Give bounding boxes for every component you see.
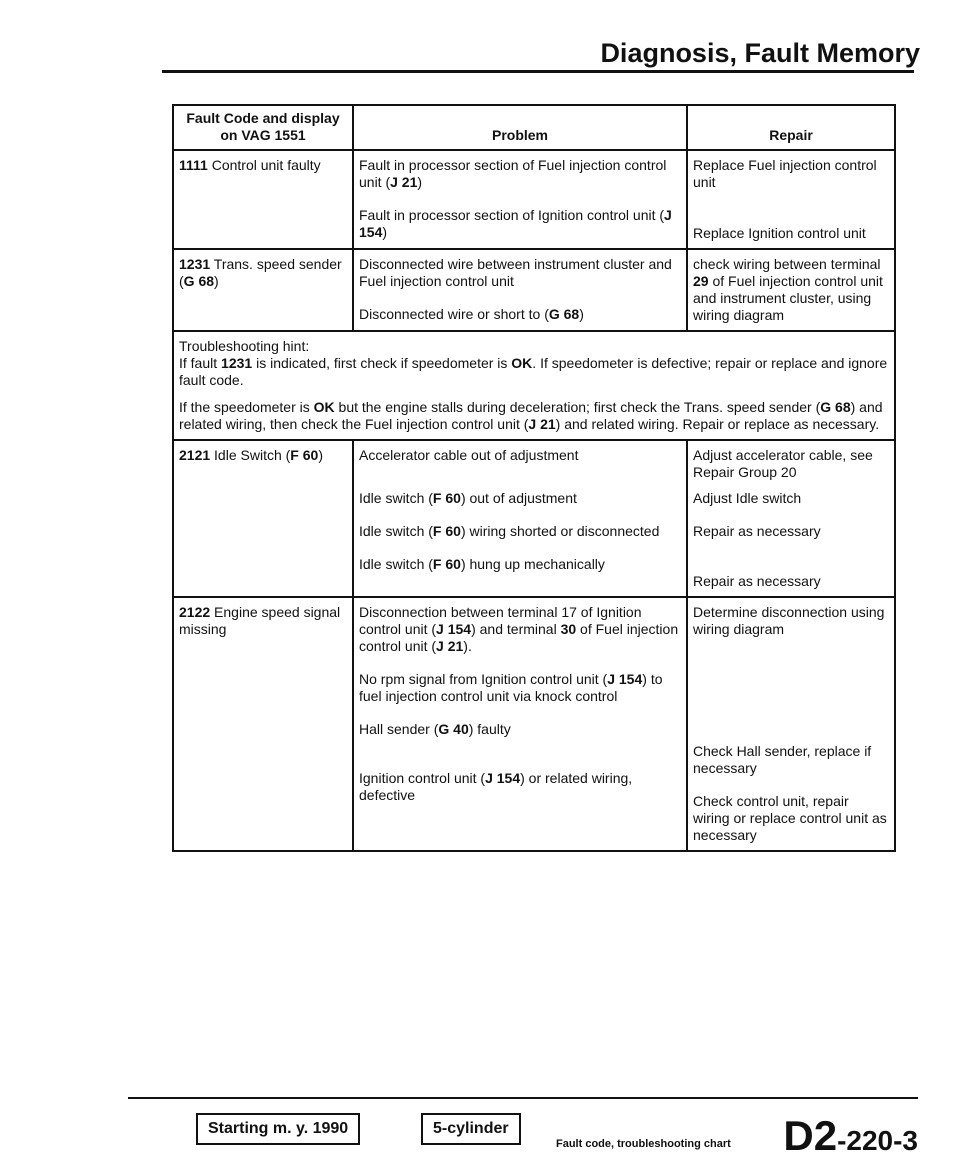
- troubleshooting-hint-row: [173, 331, 895, 440]
- header-rule: [162, 70, 914, 73]
- table-header-row: [173, 105, 895, 150]
- hint-paragraph: If the speedometer is OK but the engine stalls during deceleration; first check the Trans. speed sender (G 68) and related wiring, then check the Fuel injection control unit (J 21) and related wiring. Repair or replace as necessary.: [179, 399, 883, 432]
- problem-item: Disconnected wire between instrument cluster and Fuel injection control unit: [359, 256, 672, 289]
- problem-item: Accelerator cable out of adjustment: [359, 447, 579, 463]
- troubleshooting-hint: [173, 331, 895, 440]
- model-year-box: Starting m. y. 1990: [196, 1113, 360, 1145]
- problem-item: No rpm signal from Ignition control unit (J 154) to fuel injection control unit via knock control: [359, 671, 663, 704]
- repair-item: Replace Fuel injection control unit: [693, 157, 877, 190]
- repair-cell: check wiring between terminal 29 of Fuel injection control unit and instrument cluster, using wiring diagram: [687, 249, 895, 331]
- fault-code-table: [172, 104, 896, 852]
- table-row: [173, 440, 895, 597]
- fault-code-cell: 1111 Control unit faulty: [173, 150, 353, 249]
- table-row: [173, 249, 895, 331]
- fault-code-cell: 2122 Engine speed signal missing: [173, 597, 353, 851]
- problem-item: Idle switch (F 60) out of adjustment: [359, 490, 577, 506]
- problem-item: Fault in processor section of Fuel injection control unit (J 21): [359, 157, 667, 190]
- engine-box: 5-cylinder: [421, 1113, 521, 1145]
- repair-cell: [687, 597, 895, 851]
- problem-item: Idle switch (F 60) hung up mechanically: [359, 556, 605, 572]
- problem-item: Idle switch (F 60) wiring shorted or disconnected: [359, 523, 660, 539]
- page-number: D2-220-3: [783, 1112, 918, 1159]
- header-fault-code: Fault Code and display on VAG 1551: [173, 105, 353, 150]
- problem-item: Disconnection between terminal 17 of Ignition control unit (J 154) and terminal 30 of Fuel injection control unit (J 21).: [359, 604, 679, 654]
- problem-item: Disconnected wire or short to (G 68): [359, 306, 584, 322]
- problem-item: Fault in processor section of Ignition control unit (J 154): [359, 207, 672, 240]
- repair-item: Adjust accelerator cable, see Repair Group 20: [693, 447, 873, 480]
- fault-code-cell: 2121 Idle Switch (F 60): [173, 440, 353, 597]
- hint-paragraph: If fault 1231 is indicated, first check if speedometer is OK. If speedometer is defective; repair or replace and ignore fault code.: [179, 355, 888, 388]
- header-repair: Repair: [687, 105, 895, 150]
- repair-item: Replace Ignition control unit: [693, 225, 866, 241]
- problem-cell: [353, 249, 687, 331]
- repair-item: Adjust Idle switch: [693, 490, 802, 506]
- repair-cell: [687, 150, 895, 249]
- table-row: [173, 597, 895, 851]
- repair-item: Determine disconnection using wiring diagram: [693, 604, 885, 637]
- repair-item: Repair as necessary: [693, 523, 821, 539]
- fault-code-cell: 1231 Trans. speed sender (G 68): [173, 249, 353, 331]
- problem-item: Ignition control unit (J 154) or related wiring, defective: [359, 770, 633, 803]
- footer-rule: [128, 1097, 918, 1099]
- problem-item: Hall sender (G 40) faulty: [359, 721, 511, 737]
- header-problem: Problem: [353, 105, 687, 150]
- repair-item: Check control unit, repair wiring or replace control unit as necessary: [693, 793, 887, 843]
- table-row: [173, 150, 895, 249]
- repair-item: Repair as necessary: [693, 573, 821, 589]
- repair-cell: [687, 440, 895, 597]
- footer-caption: Fault code, troubleshooting chart: [556, 1138, 731, 1150]
- repair-item: Check Hall sender, replace if necessary: [693, 743, 872, 776]
- problem-cell: [353, 440, 687, 597]
- hint-title: Troubleshooting hint:: [179, 338, 310, 354]
- page-title: Diagnosis, Fault Memory: [600, 38, 920, 68]
- problem-cell: [353, 150, 687, 249]
- problem-cell: [353, 597, 687, 851]
